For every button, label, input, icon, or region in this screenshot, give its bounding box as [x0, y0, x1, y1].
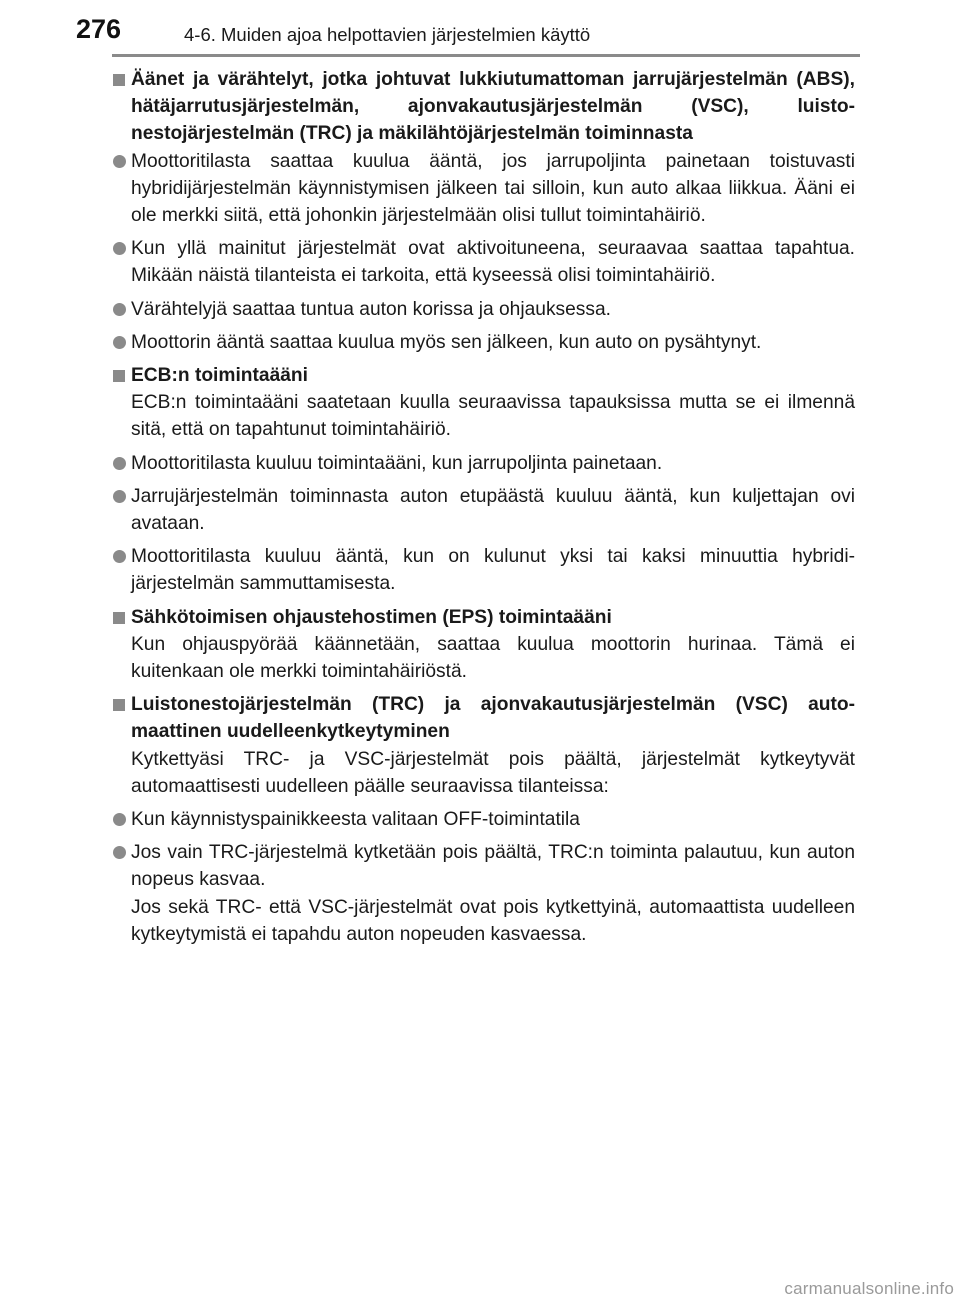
list-item: Jarrujärjestelmän toiminnasta auton etupäästä kuuluu ääntä, kun kuljettajan ovi avataan. [111, 483, 855, 537]
list-item: Kun yllä mainitut järjestelmät ovat aktivoituneena, seuraavaa saattaa tapahtua. Mikään näistä tilanteista ei tarkoita, että kyseessä olisi toimintahäiriö. [111, 235, 855, 289]
list-item: Moottorin ääntä saattaa kuulua myös sen jälkeen, kun auto on pysähtynyt. [111, 329, 855, 356]
header-rule [112, 54, 860, 57]
circle-bullet-icon [113, 336, 126, 349]
section-heading: Luistonestojärjestelmän (TRC) ja ajonvakautusjärjestelmän (VSC) automaattinen uudelleenkytkeytyminen [111, 691, 855, 745]
circle-bullet-icon [113, 846, 126, 859]
circle-bullet-icon [113, 457, 126, 470]
list-item: Värähtelyjä saattaa tuntua auton korissa ja ohjauksessa. [111, 296, 855, 323]
section-trc-vsc-reactivation [111, 691, 855, 948]
section-ecb-sound [111, 362, 855, 598]
section-paragraph: Kun ohjauspyörää käännetään, saattaa kuulua moottorin hurinaa. Tämä ei kuitenkaan ole merkki toimintahäiriöstä. [131, 633, 855, 683]
page-number: 276 [76, 14, 122, 44]
list-item: Moottoritilasta kuuluu ääntä, kun on kulunut yksi tai kaksi minuuttia hybridijärjestelmän sammuttamisesta. [111, 543, 855, 597]
circle-bullet-icon [113, 490, 126, 503]
list-item: Moottoritilasta saattaa kuulua ääntä, jos jarrupoljinta painetaan toistuvasti hybridijärjestelmän käynnistymisen jälkeen tai silloin, kun auto alkaa liikkua. Ääni ei ole merkki siitä, että johonkin järjestelmään olisi tullut toimintahäiriö. [111, 148, 855, 230]
page-header [0, 0, 960, 60]
list-item: Jos vain TRC-järjestelmä kytketään pois päältä, TRC:n toiminta palautuu, kun auton nopeus kasvaa. Jos sekä TRC- että VSC-järjestelmät ovat pois kytkettyinä, automaattista uudelleen kytkeytymistä ei tapahdu auton nopeuden kasvaessa. [111, 839, 855, 948]
circle-bullet-icon [113, 242, 126, 255]
circle-bullet-icon [113, 550, 126, 563]
section-paragraph: Kytkettyäsi TRC- ja VSC-järjestelmät pois päältä, järjestelmät kytkeytyvät automaattisesti uudelleen päälle seuraavissa tilanteissa: [131, 748, 855, 797]
circle-bullet-icon [113, 155, 126, 168]
square-bullet-icon [113, 74, 125, 86]
section-paragraph: ECB:n toimintaääni saatetaan kuulla seuraavissa tapauksissa mutta se ei ilmennä sitä, että on tapahtunut toimintahäiriö. [131, 392, 855, 441]
watermark: carmanualsonline.info [784, 1279, 954, 1298]
square-bullet-icon [113, 370, 125, 382]
page-content [111, 66, 855, 954]
square-bullet-icon [113, 612, 125, 624]
section-eps-sound [111, 604, 855, 686]
section-heading: Sähkötoimisen ohjaustehostimen (EPS) toimintaääni [111, 604, 855, 631]
list-item: Kun käynnistyspainikkeesta valitaan OFF-toimintatila [111, 806, 855, 833]
section-heading: Äänet ja värähtelyt, jotka johtuvat lukkiutumattoman jarrujärjestelmän (ABS), hätäjarrutusjärjestelmän, ajonvakautusjärjestelmän (VSC), luistonestojärjestelmän (TRC) ja mäkilähtöjärjestelmän toiminnasta [111, 66, 855, 148]
square-bullet-icon [113, 699, 125, 711]
section-abs-sounds [111, 66, 855, 356]
list-item: Moottoritilasta kuuluu toimintaääni, kun jarrupoljinta painetaan. [111, 450, 855, 477]
circle-bullet-icon [113, 303, 126, 316]
circle-bullet-icon [113, 813, 126, 826]
chapter-title: 4-6. Muiden ajoa helpottavien järjestelmien käyttö [184, 24, 591, 45]
section-heading: ECB:n toimintaääni [111, 362, 855, 389]
